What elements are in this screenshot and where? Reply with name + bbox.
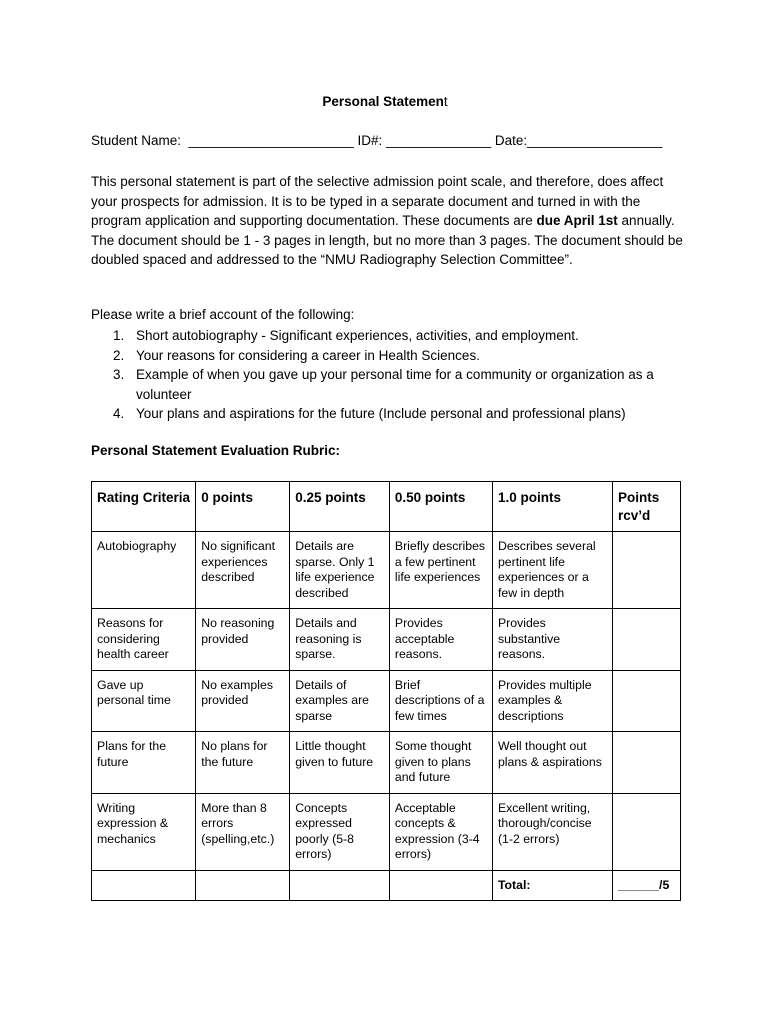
criteria-cell: Gave up personal time: [92, 670, 196, 732]
rubric-cell: Details and reasoning is sparse.: [290, 609, 390, 671]
rubric-cell: Details of examples are sparse: [290, 670, 390, 732]
list-text: Example of when you gave up your personal time for a community or organization as a volunteer: [136, 367, 654, 402]
rubric-table: [91, 481, 681, 901]
title-tail: t: [443, 94, 448, 109]
rubric-cell: Little thought given to future: [290, 732, 390, 794]
rubric-heading: Personal Statement Evaluation Rubric:: [91, 443, 341, 458]
total-row: [92, 870, 681, 901]
intro-text-1: This personal statement is part of the selective admission point scale, and therefore, does affect your prospects for admission. It is to be typed in a separate document and turned in with the program application and supporting documentation. These documents are: [91, 174, 664, 228]
points-cell: [613, 670, 681, 732]
points-cell: [613, 793, 681, 870]
prompt-text: Please write a brief account of the following:: [91, 307, 355, 322]
total-score: ______/5: [613, 870, 681, 901]
list-item: [91, 404, 691, 424]
rubric-cell: Provides substantive reasons.: [492, 609, 612, 671]
rubric-cell: Describes several pertinent life experiences or a few in depth: [492, 532, 612, 609]
rubric-cell: No reasoning provided: [196, 609, 290, 671]
list-item: [91, 365, 691, 404]
list-number: 3.: [113, 367, 125, 382]
list-item: [91, 326, 691, 346]
header-10-points: 1.0 points: [492, 482, 612, 532]
criteria-cell: Reasons for considering health career: [92, 609, 196, 671]
rubric-cell: More than 8 errors (spelling,etc.): [196, 793, 290, 870]
rubric-header-row: [92, 482, 681, 532]
points-cell: [613, 609, 681, 671]
intro-paragraph: [91, 172, 691, 270]
table-row: [92, 732, 681, 794]
table-row: [92, 793, 681, 870]
header-points-received: Points rcv’d: [613, 482, 681, 532]
rubric-cell: No significant experiences described: [196, 532, 290, 609]
rubric-cell: Some thought given to plans and future: [389, 732, 492, 794]
rubric-cell: Details are sparse. Only 1 life experience described: [290, 532, 390, 609]
intro-deadline: due April 1st: [536, 213, 618, 228]
rubric-cell: Well thought out plans & aspirations: [492, 732, 612, 794]
prompt-list: [91, 326, 691, 424]
table-row: [92, 532, 681, 609]
criteria-cell: Writing expression & mechanics: [92, 793, 196, 870]
list-item: [91, 346, 691, 366]
title-main: Personal Statemen: [322, 94, 444, 109]
header-criteria: Rating Criteria: [92, 482, 196, 532]
rubric-cell: Acceptable concepts & expression (3-4 errors): [389, 793, 492, 870]
list-number: 1.: [113, 328, 125, 343]
list-text: Your plans and aspirations for the future (Include personal and professional plans): [136, 406, 626, 421]
table-row: [92, 609, 681, 671]
rubric-cell: Concepts expressed poorly (5-8 errors): [290, 793, 390, 870]
header-025-points: 0.25 points: [290, 482, 390, 532]
list-text: Your reasons for considering a career in Health Sciences.: [136, 347, 480, 363]
empty-cell: [196, 870, 290, 901]
table-row: [92, 670, 681, 732]
rubric-cell: Excellent writing, thorough/concise (1-2 errors): [492, 793, 612, 870]
rubric-cell: No examples provided: [196, 670, 290, 732]
header-050-points: 0.50 points: [389, 482, 492, 532]
student-info-line: Student Name: ______________________ ID#: ______________ Date:__________________: [91, 133, 663, 148]
header-0-points: 0 points: [196, 482, 290, 532]
list-number: 4.: [113, 406, 125, 421]
intro-text-2: annually. The document should be 1 - 3 pages in length, but no more than 3 pages. The document should be doubled spaced and addressed to the “NMU Radiography Selection Committee”.: [91, 213, 683, 267]
page-title: [0, 94, 770, 109]
list-text: Short autobiography - Significant experiences, activities, and employment.: [136, 328, 579, 343]
points-cell: [613, 732, 681, 794]
list-number: 2.: [113, 347, 125, 363]
criteria-cell: Plans for the future: [92, 732, 196, 794]
rubric-cell: Briefly describes a few pertinent life experiences: [389, 532, 492, 609]
rubric-cell: No plans for the future: [196, 732, 290, 794]
criteria-cell: Autobiography: [92, 532, 196, 609]
empty-cell: [389, 870, 492, 901]
total-label: Total:: [492, 870, 612, 901]
rubric-cell: Provides multiple examples & descriptions: [492, 670, 612, 732]
points-cell: [613, 532, 681, 609]
empty-cell: [92, 870, 196, 901]
rubric-cell: Brief descriptions of a few times: [389, 670, 492, 732]
rubric-cell: Provides acceptable reasons.: [389, 609, 492, 671]
empty-cell: [290, 870, 390, 901]
